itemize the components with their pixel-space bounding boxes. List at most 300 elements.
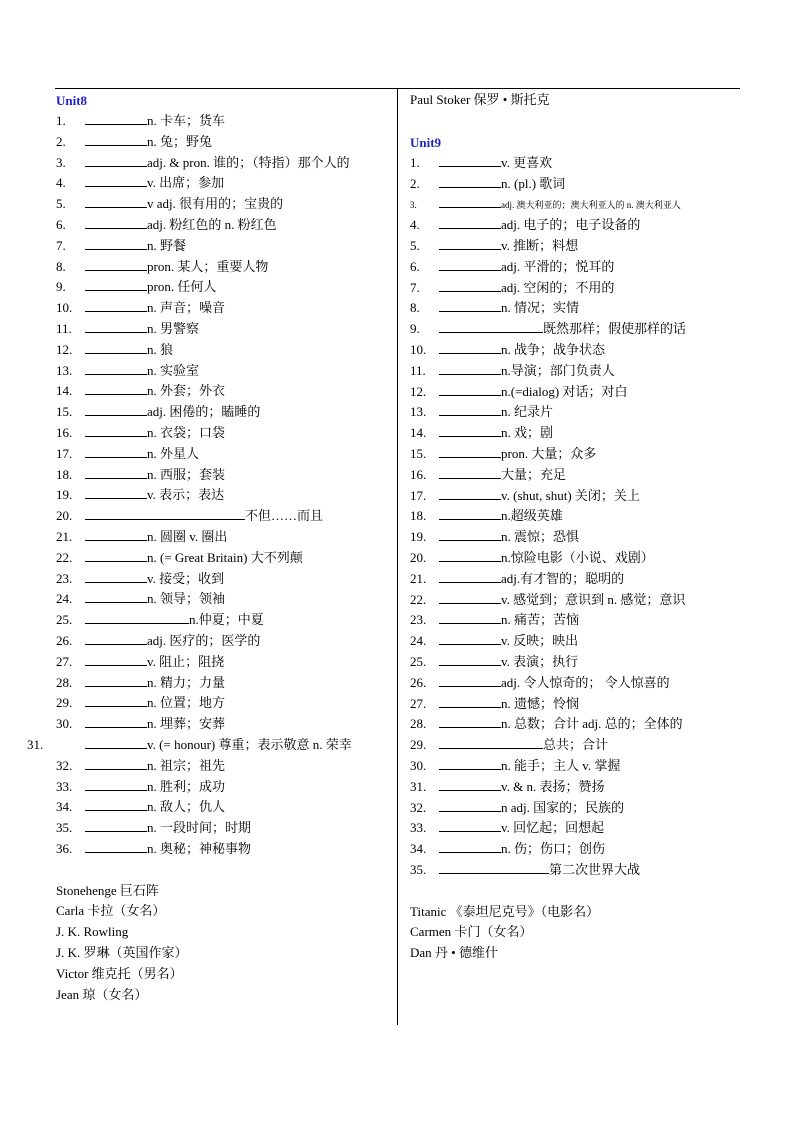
item-number: 35. bbox=[56, 820, 73, 836]
answer-blank[interactable] bbox=[439, 714, 501, 728]
vocab-item bbox=[410, 465, 740, 486]
vocab-item bbox=[56, 589, 386, 610]
vocab-item bbox=[410, 194, 740, 215]
item-number: 22. bbox=[56, 549, 73, 565]
vocab-item bbox=[410, 860, 740, 881]
item-number: 36. bbox=[56, 840, 73, 856]
vocab-item bbox=[56, 631, 386, 652]
answer-blank[interactable] bbox=[85, 548, 147, 562]
vocab-item bbox=[410, 631, 740, 652]
vocab-item bbox=[410, 527, 740, 548]
item-number: 15. bbox=[56, 404, 73, 420]
vocab-item bbox=[56, 714, 386, 735]
answer-blank[interactable] bbox=[439, 548, 501, 562]
proper-name: Dan 丹 • 德维什 bbox=[410, 945, 498, 961]
item-number: 22. bbox=[410, 591, 427, 607]
answer-blank[interactable] bbox=[85, 381, 147, 395]
answer-blank[interactable] bbox=[439, 278, 501, 292]
item-definition: n. 奥秘；神秘事物 bbox=[147, 840, 252, 856]
item-number: 24. bbox=[410, 633, 427, 649]
vocab-item bbox=[410, 174, 740, 195]
item-number: 6. bbox=[410, 258, 420, 274]
item-number: 21. bbox=[410, 570, 427, 586]
item-definition: adj. 困倦的；瞌睡的 bbox=[147, 404, 261, 420]
item-definition: n. 狼 bbox=[147, 341, 174, 357]
item-definition: n. 总数；合计 adj. 总的；全体的 bbox=[501, 716, 683, 732]
answer-blank[interactable] bbox=[439, 236, 501, 250]
item-number: 34. bbox=[410, 841, 427, 857]
vocab-item bbox=[410, 506, 740, 527]
vocab-item bbox=[410, 153, 740, 174]
answer-blank[interactable] bbox=[439, 590, 501, 604]
item-number: 27. bbox=[56, 653, 73, 669]
vocab-item bbox=[56, 797, 386, 818]
answer-blank[interactable] bbox=[85, 610, 189, 624]
vocab-item bbox=[56, 527, 386, 548]
item-definition: v. 更喜欢 bbox=[501, 154, 553, 170]
vocab-item bbox=[56, 777, 386, 798]
answer-blank[interactable] bbox=[85, 173, 147, 187]
answer-blank[interactable] bbox=[85, 818, 147, 832]
item-number: 33. bbox=[56, 778, 73, 794]
item-definition: adj. 电子的；电子设备的 bbox=[501, 217, 641, 233]
answer-blank[interactable] bbox=[85, 153, 147, 167]
answer-blank[interactable] bbox=[439, 860, 549, 874]
item-definition: v. 推断；料想 bbox=[501, 237, 579, 253]
answer-blank[interactable] bbox=[85, 298, 147, 312]
vocab-item bbox=[56, 506, 386, 527]
answer-blank[interactable] bbox=[85, 236, 147, 250]
item-definition: 大量；充足 bbox=[501, 466, 567, 482]
item-definition: n. 男警察 bbox=[147, 320, 200, 336]
item-definition: 既然那样；假使那样的话 bbox=[543, 321, 687, 337]
answer-blank[interactable] bbox=[85, 839, 147, 853]
item-definition: v. 回忆起；回想起 bbox=[501, 820, 605, 836]
answer-blank[interactable] bbox=[439, 257, 501, 271]
vocab-item bbox=[56, 756, 386, 777]
item-definition: 总共；合计 bbox=[543, 737, 609, 753]
answer-blank[interactable] bbox=[85, 257, 147, 271]
answer-blank[interactable] bbox=[439, 506, 501, 520]
vocab-item bbox=[56, 194, 386, 215]
answer-blank[interactable] bbox=[439, 798, 501, 812]
item-number: 4. bbox=[56, 175, 66, 191]
item-definition: n. 圆圈 v. 圈出 bbox=[147, 528, 228, 544]
item-number: 11. bbox=[56, 320, 72, 336]
item-definition: n adj. 国家的；民族的 bbox=[501, 799, 625, 815]
item-number: 29. bbox=[410, 737, 427, 753]
item-definition: n. 敌人；仇人 bbox=[147, 799, 226, 815]
item-definition: v. (= honour) 尊重；表示敬意 n. 荣幸 bbox=[147, 736, 352, 752]
answer-blank[interactable] bbox=[85, 652, 147, 666]
top-name: Paul Stoker 保罗 • 斯托克 bbox=[410, 92, 550, 107]
vocab-item bbox=[56, 485, 386, 506]
vocab-item bbox=[56, 818, 386, 839]
item-number: 19. bbox=[56, 487, 73, 503]
vocab-item bbox=[56, 444, 386, 465]
item-number: 12. bbox=[56, 341, 73, 357]
vocab-item bbox=[410, 215, 740, 236]
item-definition: n. 伤；伤口；创伤 bbox=[501, 841, 606, 857]
item-number: 17. bbox=[56, 445, 73, 461]
answer-blank[interactable] bbox=[439, 673, 501, 687]
item-definition: n. 祖宗；祖先 bbox=[147, 757, 226, 773]
answer-blank[interactable] bbox=[439, 818, 501, 832]
item-definition: adj. 澳大利亚的；澳大利亚人的 n. 澳大利亚人 bbox=[501, 200, 681, 211]
item-number: 13. bbox=[410, 404, 427, 420]
item-number: 4. bbox=[410, 217, 420, 233]
answer-blank[interactable] bbox=[439, 319, 543, 333]
vocab-item bbox=[410, 257, 740, 278]
vocab-item bbox=[56, 610, 386, 631]
item-number: 13. bbox=[56, 362, 73, 378]
vocab-item bbox=[410, 236, 740, 257]
vocab-item bbox=[56, 340, 386, 361]
answer-blank[interactable] bbox=[439, 694, 501, 708]
answer-blank[interactable] bbox=[85, 111, 147, 125]
vocab-item bbox=[410, 798, 740, 819]
item-number: 7. bbox=[56, 237, 66, 253]
proper-name: Carmen 卡门（女名） bbox=[410, 924, 533, 940]
proper-name: J. K. 罗琳（英国作家） bbox=[56, 945, 188, 961]
name-list bbox=[56, 881, 386, 1006]
vocab-item bbox=[56, 652, 386, 673]
answer-blank[interactable] bbox=[439, 174, 501, 188]
vocab-item bbox=[410, 590, 740, 611]
answer-blank[interactable] bbox=[85, 693, 147, 707]
item-number: 28. bbox=[410, 716, 427, 732]
answer-blank[interactable] bbox=[439, 382, 501, 396]
item-number: 18. bbox=[410, 508, 427, 524]
item-definition: v adj. 很有用的；宝贵的 bbox=[147, 196, 284, 212]
item-number: 6. bbox=[56, 216, 66, 232]
vocab-item bbox=[56, 465, 386, 486]
answer-blank[interactable] bbox=[439, 735, 543, 749]
answer-blank[interactable] bbox=[439, 361, 501, 375]
vocab-item bbox=[27, 735, 386, 756]
vocab-item bbox=[56, 381, 386, 402]
item-definition: adj. 空闲的；不用的 bbox=[501, 279, 615, 295]
answer-blank[interactable] bbox=[439, 756, 501, 770]
vocab-item bbox=[410, 382, 740, 403]
unit-heading: Unit8 bbox=[56, 93, 88, 108]
item-definition: n. 战争；战争状态 bbox=[501, 341, 606, 357]
proper-name: Carla 卡拉（女名） bbox=[56, 903, 166, 919]
item-definition: v. (shut, shut) 关闭；关上 bbox=[501, 487, 640, 503]
vocab-item bbox=[56, 257, 386, 278]
proper-name: Jean 琼（女名） bbox=[56, 986, 148, 1002]
answer-blank[interactable] bbox=[85, 506, 245, 520]
answer-blank[interactable] bbox=[439, 444, 501, 458]
item-definition: n. 位置；地方 bbox=[147, 695, 226, 711]
item-definition: v. 出席；参加 bbox=[147, 175, 225, 191]
item-definition: n. 外套；外衣 bbox=[147, 383, 226, 399]
vocab-item bbox=[56, 423, 386, 444]
item-definition: n. 痛苦；苦恼 bbox=[501, 612, 580, 628]
item-number: 35. bbox=[410, 861, 427, 877]
answer-blank[interactable] bbox=[85, 485, 147, 499]
item-definition: n. 野餐 bbox=[147, 237, 187, 253]
item-definition: adj. & pron. 谁的；（特指）那个人的 bbox=[147, 154, 350, 170]
answer-blank[interactable] bbox=[85, 797, 147, 811]
item-definition: n. 埋葬；安葬 bbox=[147, 716, 226, 732]
vocab-item bbox=[56, 236, 386, 257]
item-number: 16. bbox=[56, 424, 73, 440]
item-definition: v. 感觉到；意识到 n. 感觉；意识 bbox=[501, 591, 686, 607]
item-definition: n. (= Great Britain) 大不列颠 bbox=[147, 549, 303, 565]
item-definition: v. 表演；执行 bbox=[501, 653, 579, 669]
vocab-item bbox=[410, 839, 740, 860]
answer-blank[interactable] bbox=[439, 340, 501, 354]
item-number: 2. bbox=[56, 133, 66, 149]
answer-blank[interactable] bbox=[85, 631, 147, 645]
vocab-item bbox=[56, 569, 386, 590]
vocab-item bbox=[56, 132, 386, 153]
item-definition: adj. 平滑的；悦耳的 bbox=[501, 258, 615, 274]
vocab-item bbox=[410, 340, 740, 361]
vocab-item bbox=[56, 673, 386, 694]
item-number: 3. bbox=[56, 154, 66, 170]
unit-heading: Unit9 bbox=[410, 134, 442, 150]
answer-blank[interactable] bbox=[85, 215, 147, 229]
proper-name: Victor 维克托（男名） bbox=[56, 965, 183, 981]
vocab-item bbox=[410, 777, 740, 798]
item-number: 34. bbox=[56, 799, 73, 815]
item-definition: n. 胜利；成功 bbox=[147, 778, 226, 794]
answer-blank[interactable] bbox=[85, 277, 147, 291]
item-definition: v. 反映；映出 bbox=[501, 633, 579, 649]
item-number: 12. bbox=[410, 383, 427, 399]
vocab-item bbox=[56, 173, 386, 194]
vocab-item bbox=[56, 277, 386, 298]
item-number: 14. bbox=[410, 425, 427, 441]
item-definition: n. 戏；剧 bbox=[501, 425, 554, 441]
vocab-item bbox=[410, 548, 740, 569]
item-number: 31. bbox=[27, 736, 44, 752]
item-number: 8. bbox=[56, 258, 66, 274]
item-definition: n. 遗憾；怜悯 bbox=[501, 695, 580, 711]
item-definition: adj.有才智的；聪明的 bbox=[501, 570, 625, 586]
vocab-item bbox=[56, 361, 386, 382]
item-number: 7. bbox=[410, 279, 420, 295]
answer-blank[interactable] bbox=[85, 132, 147, 146]
vocab-item bbox=[56, 298, 386, 319]
answer-blank[interactable] bbox=[439, 527, 501, 541]
column-divider bbox=[397, 88, 398, 1025]
answer-blank[interactable] bbox=[439, 631, 501, 645]
item-number: 30. bbox=[410, 757, 427, 773]
item-definition: n. 情况；实情 bbox=[501, 300, 580, 316]
answer-blank[interactable] bbox=[85, 589, 147, 603]
item-number: 31. bbox=[410, 778, 427, 794]
answer-blank[interactable] bbox=[439, 569, 501, 583]
vocab-item bbox=[410, 569, 740, 590]
item-number: 5. bbox=[410, 237, 420, 253]
item-number: 20. bbox=[56, 508, 73, 524]
answer-blank[interactable] bbox=[85, 402, 147, 416]
answer-blank[interactable] bbox=[85, 444, 147, 458]
vocab-item bbox=[410, 486, 740, 507]
answer-blank[interactable] bbox=[439, 423, 501, 437]
item-number: 26. bbox=[410, 674, 427, 690]
left-column bbox=[27, 88, 386, 1005]
item-number: 30. bbox=[56, 716, 73, 732]
answer-blank[interactable] bbox=[85, 465, 147, 479]
vocab-item bbox=[410, 402, 740, 423]
item-number: 28. bbox=[56, 674, 73, 690]
answer-blank[interactable] bbox=[85, 777, 147, 791]
item-definition: adj. 粉红色的 n. 粉红色 bbox=[147, 216, 277, 232]
item-definition: n.惊险电影（小说、戏剧） bbox=[501, 549, 654, 565]
item-number: 1. bbox=[56, 113, 66, 128]
item-definition: n. 西服；套装 bbox=[147, 466, 226, 482]
item-definition: n.导演；部门负责人 bbox=[501, 362, 615, 378]
item-number: 18. bbox=[56, 466, 73, 482]
vocab-list bbox=[27, 111, 386, 860]
item-number: 26. bbox=[56, 632, 73, 648]
item-definition: n.仲夏；中夏 bbox=[189, 612, 264, 628]
vocab-item bbox=[410, 444, 740, 465]
item-definition: n. 一段时间；时期 bbox=[147, 820, 252, 836]
vocab-item bbox=[56, 319, 386, 340]
proper-name: Titanic 《泰坦尼克号》（电影名） bbox=[410, 903, 600, 919]
vocab-item bbox=[410, 818, 740, 839]
item-number: 32. bbox=[56, 757, 73, 773]
answer-blank[interactable] bbox=[85, 361, 147, 375]
vocab-item bbox=[56, 402, 386, 423]
vocab-item bbox=[410, 361, 740, 382]
item-number: 8. bbox=[410, 300, 420, 316]
vocab-item bbox=[410, 423, 740, 444]
answer-blank[interactable] bbox=[85, 714, 147, 728]
right-column bbox=[410, 88, 740, 964]
item-definition: n. 兔；野兔 bbox=[147, 133, 213, 149]
item-number: 25. bbox=[56, 612, 73, 628]
item-number: 17. bbox=[410, 487, 427, 503]
item-number: 1. bbox=[410, 154, 420, 170]
answer-blank[interactable] bbox=[439, 194, 501, 208]
item-definition: n. 纪录片 bbox=[501, 404, 554, 420]
item-definition: n. 实验室 bbox=[147, 362, 200, 378]
item-number: 29. bbox=[56, 695, 73, 711]
item-definition: v. 接受；收到 bbox=[147, 570, 225, 586]
vocab-item bbox=[410, 756, 740, 777]
item-definition: adj. 令人惊奇的； 令人惊喜的 bbox=[501, 674, 670, 690]
answer-blank[interactable] bbox=[85, 194, 147, 208]
item-definition: n. 精力；力量 bbox=[147, 674, 226, 690]
item-definition: n. 领导；领袖 bbox=[147, 591, 226, 607]
item-number: 27. bbox=[410, 695, 427, 711]
answer-blank[interactable] bbox=[439, 839, 501, 853]
vocab-item bbox=[410, 298, 740, 319]
item-definition: adj. 医疗的；医学的 bbox=[147, 632, 261, 648]
answer-blank[interactable] bbox=[85, 319, 147, 333]
vocab-item bbox=[56, 839, 386, 860]
item-definition: n.(=dialog) 对话；对白 bbox=[501, 383, 628, 399]
item-number: 24. bbox=[56, 591, 73, 607]
answer-blank[interactable] bbox=[85, 527, 147, 541]
item-definition: 不但……而且 bbox=[245, 508, 324, 524]
answer-blank[interactable] bbox=[85, 569, 147, 583]
proper-name: Stonehenge 巨石阵 bbox=[56, 882, 159, 898]
item-definition: pron. 某人；重要人物 bbox=[147, 258, 269, 274]
item-definition: v. 阻止；阻挠 bbox=[147, 653, 225, 669]
item-number: 14. bbox=[56, 383, 73, 399]
item-number: 23. bbox=[56, 570, 73, 586]
item-number: 19. bbox=[410, 529, 427, 545]
item-number: 16. bbox=[410, 466, 427, 482]
answer-blank[interactable] bbox=[85, 673, 147, 687]
item-definition: v. & n. 表扬；赞扬 bbox=[501, 778, 605, 794]
item-definition: 第二次世界大战 bbox=[549, 861, 641, 877]
item-number: 20. bbox=[410, 549, 427, 565]
item-number: 11. bbox=[410, 362, 426, 378]
answer-blank[interactable] bbox=[439, 402, 501, 416]
vocab-item bbox=[56, 153, 386, 174]
answer-blank[interactable] bbox=[439, 298, 501, 312]
item-number: 32. bbox=[410, 799, 427, 815]
answer-blank[interactable] bbox=[85, 340, 147, 354]
vocab-list bbox=[410, 153, 740, 881]
answer-blank[interactable] bbox=[439, 610, 501, 624]
vocab-item bbox=[56, 111, 386, 132]
proper-name: J. K. Rowling bbox=[56, 924, 129, 940]
item-number: 15. bbox=[410, 445, 427, 461]
vocab-item bbox=[410, 694, 740, 715]
answer-blank[interactable] bbox=[85, 423, 147, 437]
name-list bbox=[410, 902, 740, 964]
vocab-item bbox=[410, 673, 740, 694]
item-number: 25. bbox=[410, 653, 427, 669]
vocab-item bbox=[410, 319, 740, 340]
vocab-item bbox=[410, 735, 740, 756]
answer-blank[interactable] bbox=[439, 652, 501, 666]
answer-blank[interactable] bbox=[439, 486, 501, 500]
answer-blank[interactable] bbox=[85, 735, 147, 749]
answer-blank[interactable] bbox=[85, 756, 147, 770]
item-number: 3. bbox=[410, 200, 417, 211]
item-definition: n.超级英雄 bbox=[501, 508, 563, 524]
vocab-item bbox=[410, 714, 740, 735]
item-definition: n. 卡车；货车 bbox=[147, 113, 226, 128]
item-number: 5. bbox=[56, 196, 66, 212]
vocab-item bbox=[410, 610, 740, 631]
item-definition: n. 衣袋；口袋 bbox=[147, 424, 226, 440]
item-definition: pron. 大量；众多 bbox=[501, 445, 597, 461]
item-definition: pron. 任何人 bbox=[147, 279, 217, 295]
vocab-item bbox=[56, 693, 386, 714]
vocab-item bbox=[56, 215, 386, 236]
answer-blank[interactable] bbox=[439, 777, 501, 791]
answer-blank[interactable] bbox=[439, 153, 501, 167]
item-number: 33. bbox=[410, 820, 427, 836]
vocab-item bbox=[56, 548, 386, 569]
item-number: 9. bbox=[56, 279, 66, 295]
item-number: 21. bbox=[56, 528, 73, 544]
item-definition: n. 震惊；恐惧 bbox=[501, 529, 580, 545]
answer-blank[interactable] bbox=[439, 465, 501, 479]
item-number: 10. bbox=[56, 300, 73, 316]
item-definition: n. 外星人 bbox=[147, 445, 200, 461]
answer-blank[interactable] bbox=[439, 215, 501, 229]
item-definition: v. 表示；表达 bbox=[147, 487, 225, 503]
item-number: 2. bbox=[410, 175, 420, 191]
item-number: 9. bbox=[410, 321, 420, 337]
item-definition: n. 能手；主人 v. 掌握 bbox=[501, 757, 621, 773]
item-definition: n. (pl.) 歌词 bbox=[501, 175, 566, 191]
item-number: 10. bbox=[410, 341, 427, 357]
vocab-item bbox=[410, 278, 740, 299]
